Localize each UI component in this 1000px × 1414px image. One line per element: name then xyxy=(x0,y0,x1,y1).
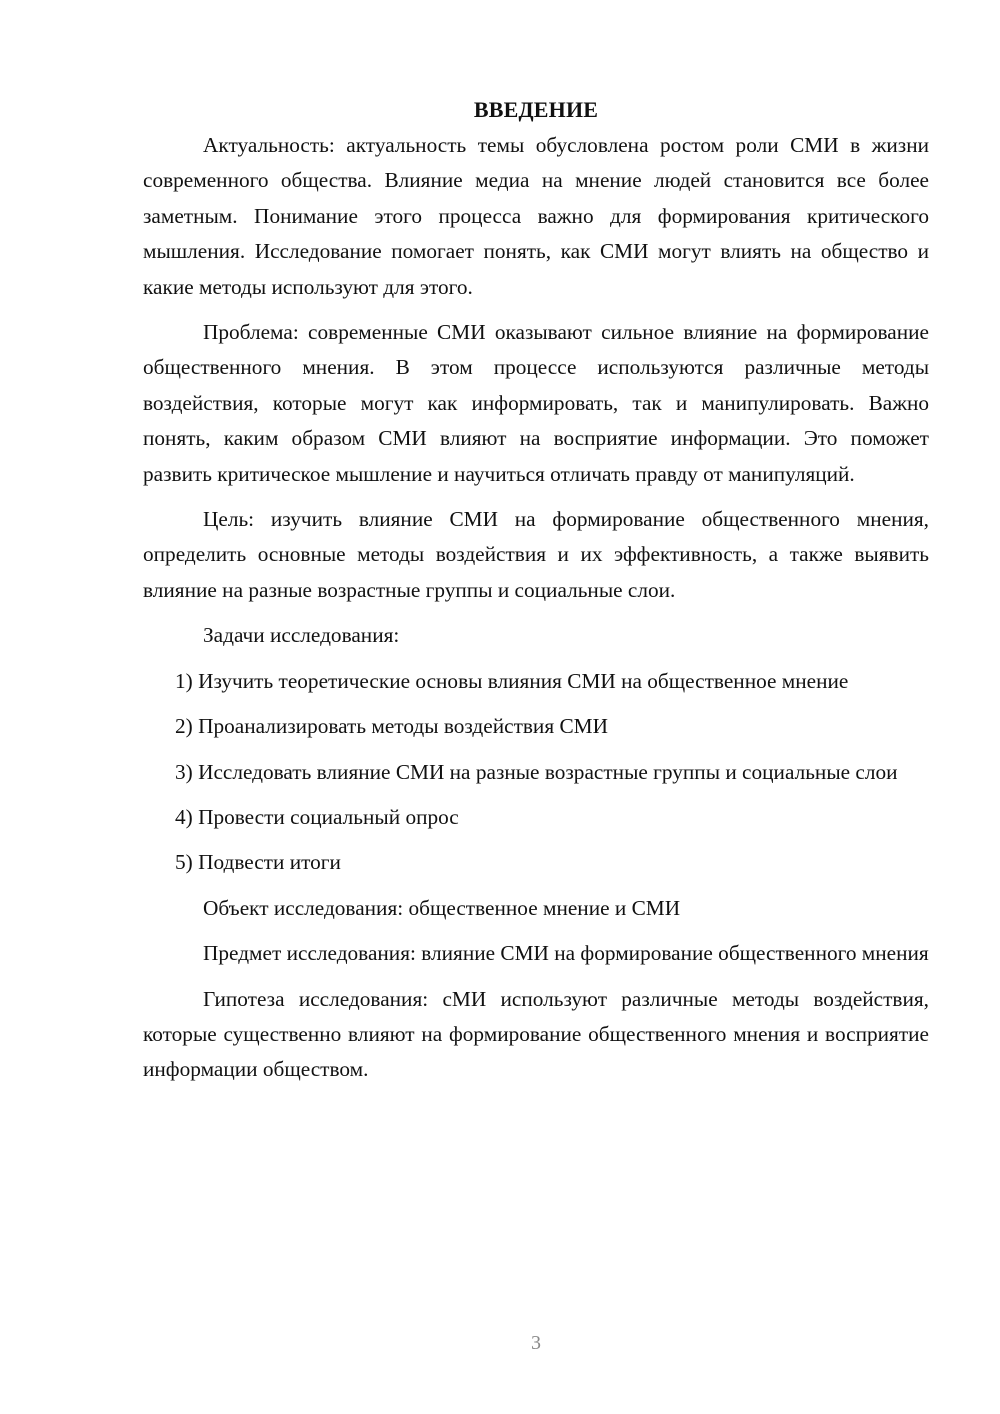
task-item: 5) Подвести итоги xyxy=(175,850,341,875)
paragraph-tasks-heading: Задачи исследования: xyxy=(203,623,400,648)
task-item: 1) Изучить теоретические основы влияния СМИ на общественное мнение xyxy=(175,668,849,693)
paragraph-object: Объект исследования: общественное мнение и СМИ xyxy=(203,895,681,920)
document-page xyxy=(143,92,929,1098)
paragraph-subject: Предмет исследования: влияние СМИ на формирование общественного мнения xyxy=(203,941,929,966)
paragraph-relevance: Актуальность: актуальность темы обусловлена ростом роли СМИ в жизни современного общества. Влияние медиа на мнение людей становится все более заметным. Понимание этого процесса важно для формирования критического мышления. Исследование помогает понять, как СМИ могут влиять на общество и какие методы используют для этого. xyxy=(143,133,929,299)
page-number: 3 xyxy=(531,1332,541,1354)
task-item: 3) Исследовать влияние СМИ на разные возрастные группы и социальные слои xyxy=(175,759,898,784)
task-item: 4) Провести социальный опрос xyxy=(175,804,459,829)
task-item: 2) Проанализировать методы воздействия СМИ xyxy=(175,714,608,739)
task-list xyxy=(143,664,929,881)
paragraph-goal: Цель: изучить влияние СМИ на формирование общественного мнения, определить основные методы воздействия и их эффективность, а также выявить влияние на разные возрастные группы и социальные слои. xyxy=(143,507,929,602)
section-title: ВВЕДЕНИЕ xyxy=(473,97,599,122)
paragraph-hypothesis: Гипотеза исследования: сМИ используют различные методы воздействия, которые существенно влияют на формирование общественного мнения и восприятие информации обществом. xyxy=(143,986,929,1082)
paragraph-problem: Проблема: современные СМИ оказывают сильное влияние на формирование общественного мнения. В этом процессе используются различные методы воздействия, которые могут как информировать, так и манипулировать. Важно понять, каким образом СМИ влияют на восприятие информации. Это поможет развить критическое мышление и научиться отличать правду от манипуляций. xyxy=(143,320,929,486)
